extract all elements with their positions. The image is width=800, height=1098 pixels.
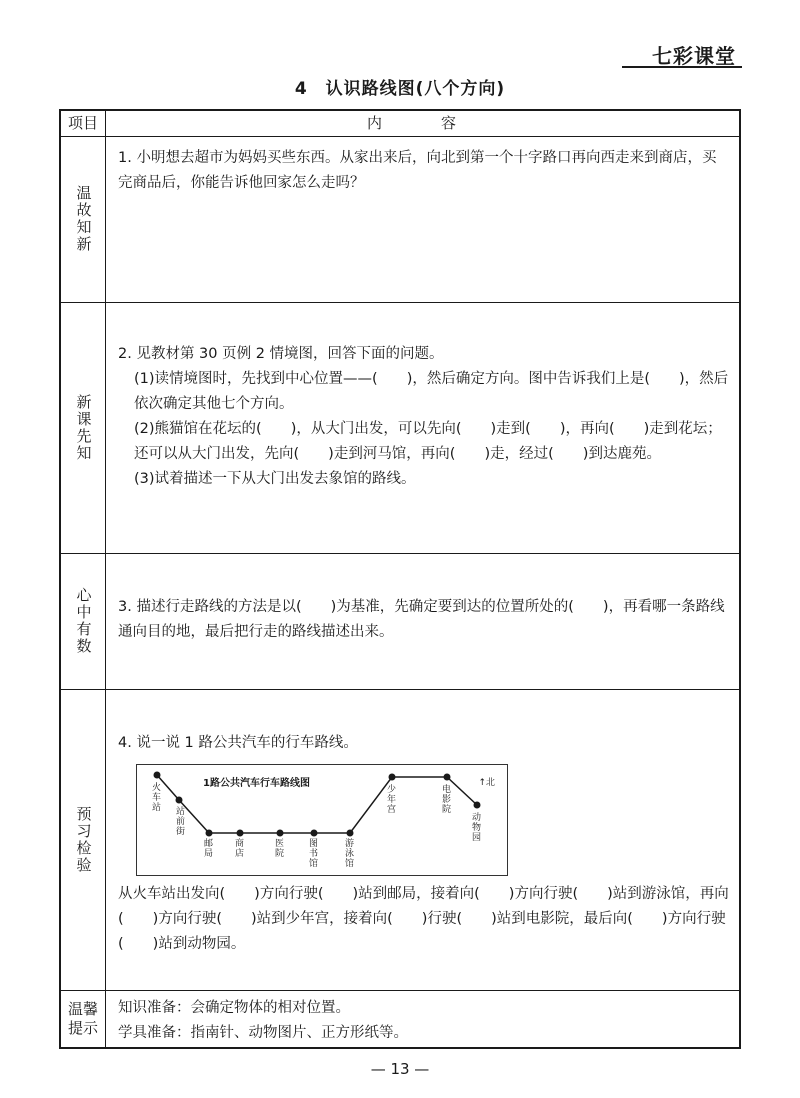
section-label xyxy=(61,990,106,1047)
section-label xyxy=(61,136,106,302)
stop-name: 游泳馆 xyxy=(344,839,354,869)
section-label xyxy=(61,302,106,553)
stop-name: 邮局 xyxy=(203,839,213,859)
section-label-text: 新课先知 xyxy=(74,393,93,462)
north-arrow-icon: ↑北 xyxy=(478,778,495,788)
worksheet-table xyxy=(59,109,741,1049)
stop-dot xyxy=(237,830,244,837)
section-content xyxy=(106,689,739,990)
section-content xyxy=(106,990,739,1047)
tip-knowledge: 知识准备：会确定物体的相对位置。 xyxy=(118,1000,350,1016)
section-label-text: 温故知新 xyxy=(74,185,93,253)
header-content-label: 内 容 xyxy=(366,114,478,132)
tip-materials: 学具准备：指南针、动物图片、正方形纸等。 xyxy=(118,1025,408,1041)
page-number: — 13 — xyxy=(370,1060,430,1078)
section-tips xyxy=(61,990,739,1047)
section-content xyxy=(106,136,739,302)
section-content xyxy=(106,302,739,553)
section-new-lesson xyxy=(61,302,739,554)
section-label-text: 预习检验 xyxy=(74,805,93,874)
stop-name: 图书馆 xyxy=(308,839,318,869)
section-preview-check xyxy=(61,689,739,991)
question-2-part-3: (3)试着描述一下从大门出发去象馆的路线。 xyxy=(134,471,416,487)
question-4-answer: 从火车站出发向( )方向行驶( )站到邮局，接着向( )方向行驶( )站到游泳馆，再向( )方向行驶( )站到少年宫，接着向( )行驶( )站到电影院，最后向( )方向行驶( )站到动物园。 xyxy=(118,886,729,952)
question-2-part-2: (2)熊猫馆在花坛的( )，从大门出发，可以先向( )走到( )，再向( )走到花坛；还可以从大门出发，先向( )走到河马馆，再向( )走，经过( )到达鹿苑。 xyxy=(134,421,722,462)
question-3: 3. 描述行走路线的方法是以( )为基准，先确定要到达的位置所处的( )，再看哪一条路线通向目的地，最后把行走的路线描述出来。 xyxy=(118,599,725,640)
section-label xyxy=(61,553,106,689)
header-item-label: 项目 xyxy=(67,114,98,132)
bus-route-map xyxy=(136,764,508,876)
stop-dot xyxy=(444,774,451,781)
question-4: 4. 说一说 1 路公共汽车的行车路线。 xyxy=(118,735,358,751)
question-2-part-1: (1)读情境图时，先找到中心位置——( )，然后确定方向。图中告诉我们上是( )，然后依次确定其他七个方向。 xyxy=(134,371,729,412)
stop-dot xyxy=(277,830,284,837)
stop-dot xyxy=(154,772,161,779)
table-header-row xyxy=(61,111,739,137)
stop-dot xyxy=(311,830,318,837)
stop-name: 医院 xyxy=(274,839,284,859)
section-content xyxy=(106,553,739,689)
route-line-graphic xyxy=(137,765,507,875)
section-review xyxy=(61,136,739,303)
stop-dot xyxy=(474,802,481,809)
section-key-points xyxy=(61,553,739,690)
stop-name: 火车站 xyxy=(151,783,161,813)
route-map-title: 1路公共汽车行车路线图 xyxy=(203,778,310,789)
section-label xyxy=(61,689,106,990)
stop-name: 商店 xyxy=(234,839,244,859)
question-2-intro: 2. 见教材第 30 页例 2 情境图，回答下面的问题。 xyxy=(118,346,444,362)
stop-dot xyxy=(176,797,183,804)
section-label-text: 心中有数 xyxy=(74,587,93,655)
stop-name: 站前街 xyxy=(175,807,185,837)
stop-dot xyxy=(347,830,354,837)
stop-name: 电影院 xyxy=(441,785,451,815)
header-content-cell xyxy=(106,111,739,136)
brand-underline xyxy=(622,66,742,68)
stop-name: 少年宫 xyxy=(386,785,396,815)
question-1: 1. 小明想去超市为妈妈买些东西。从家出来后，向北到第一个十字路口再向西走来到商店，买完商品后，你能告诉他回家怎么走吗？ xyxy=(118,150,717,191)
section-label-text: 温馨提示 xyxy=(67,999,98,1037)
stop-name: 动物园 xyxy=(471,813,481,843)
header-item-cell xyxy=(61,111,106,136)
page-title: 4 认识路线图(八个方向) xyxy=(294,79,506,99)
brand-logo: 七彩课堂 xyxy=(652,44,736,68)
stop-dot xyxy=(206,830,213,837)
stop-dot xyxy=(389,774,396,781)
